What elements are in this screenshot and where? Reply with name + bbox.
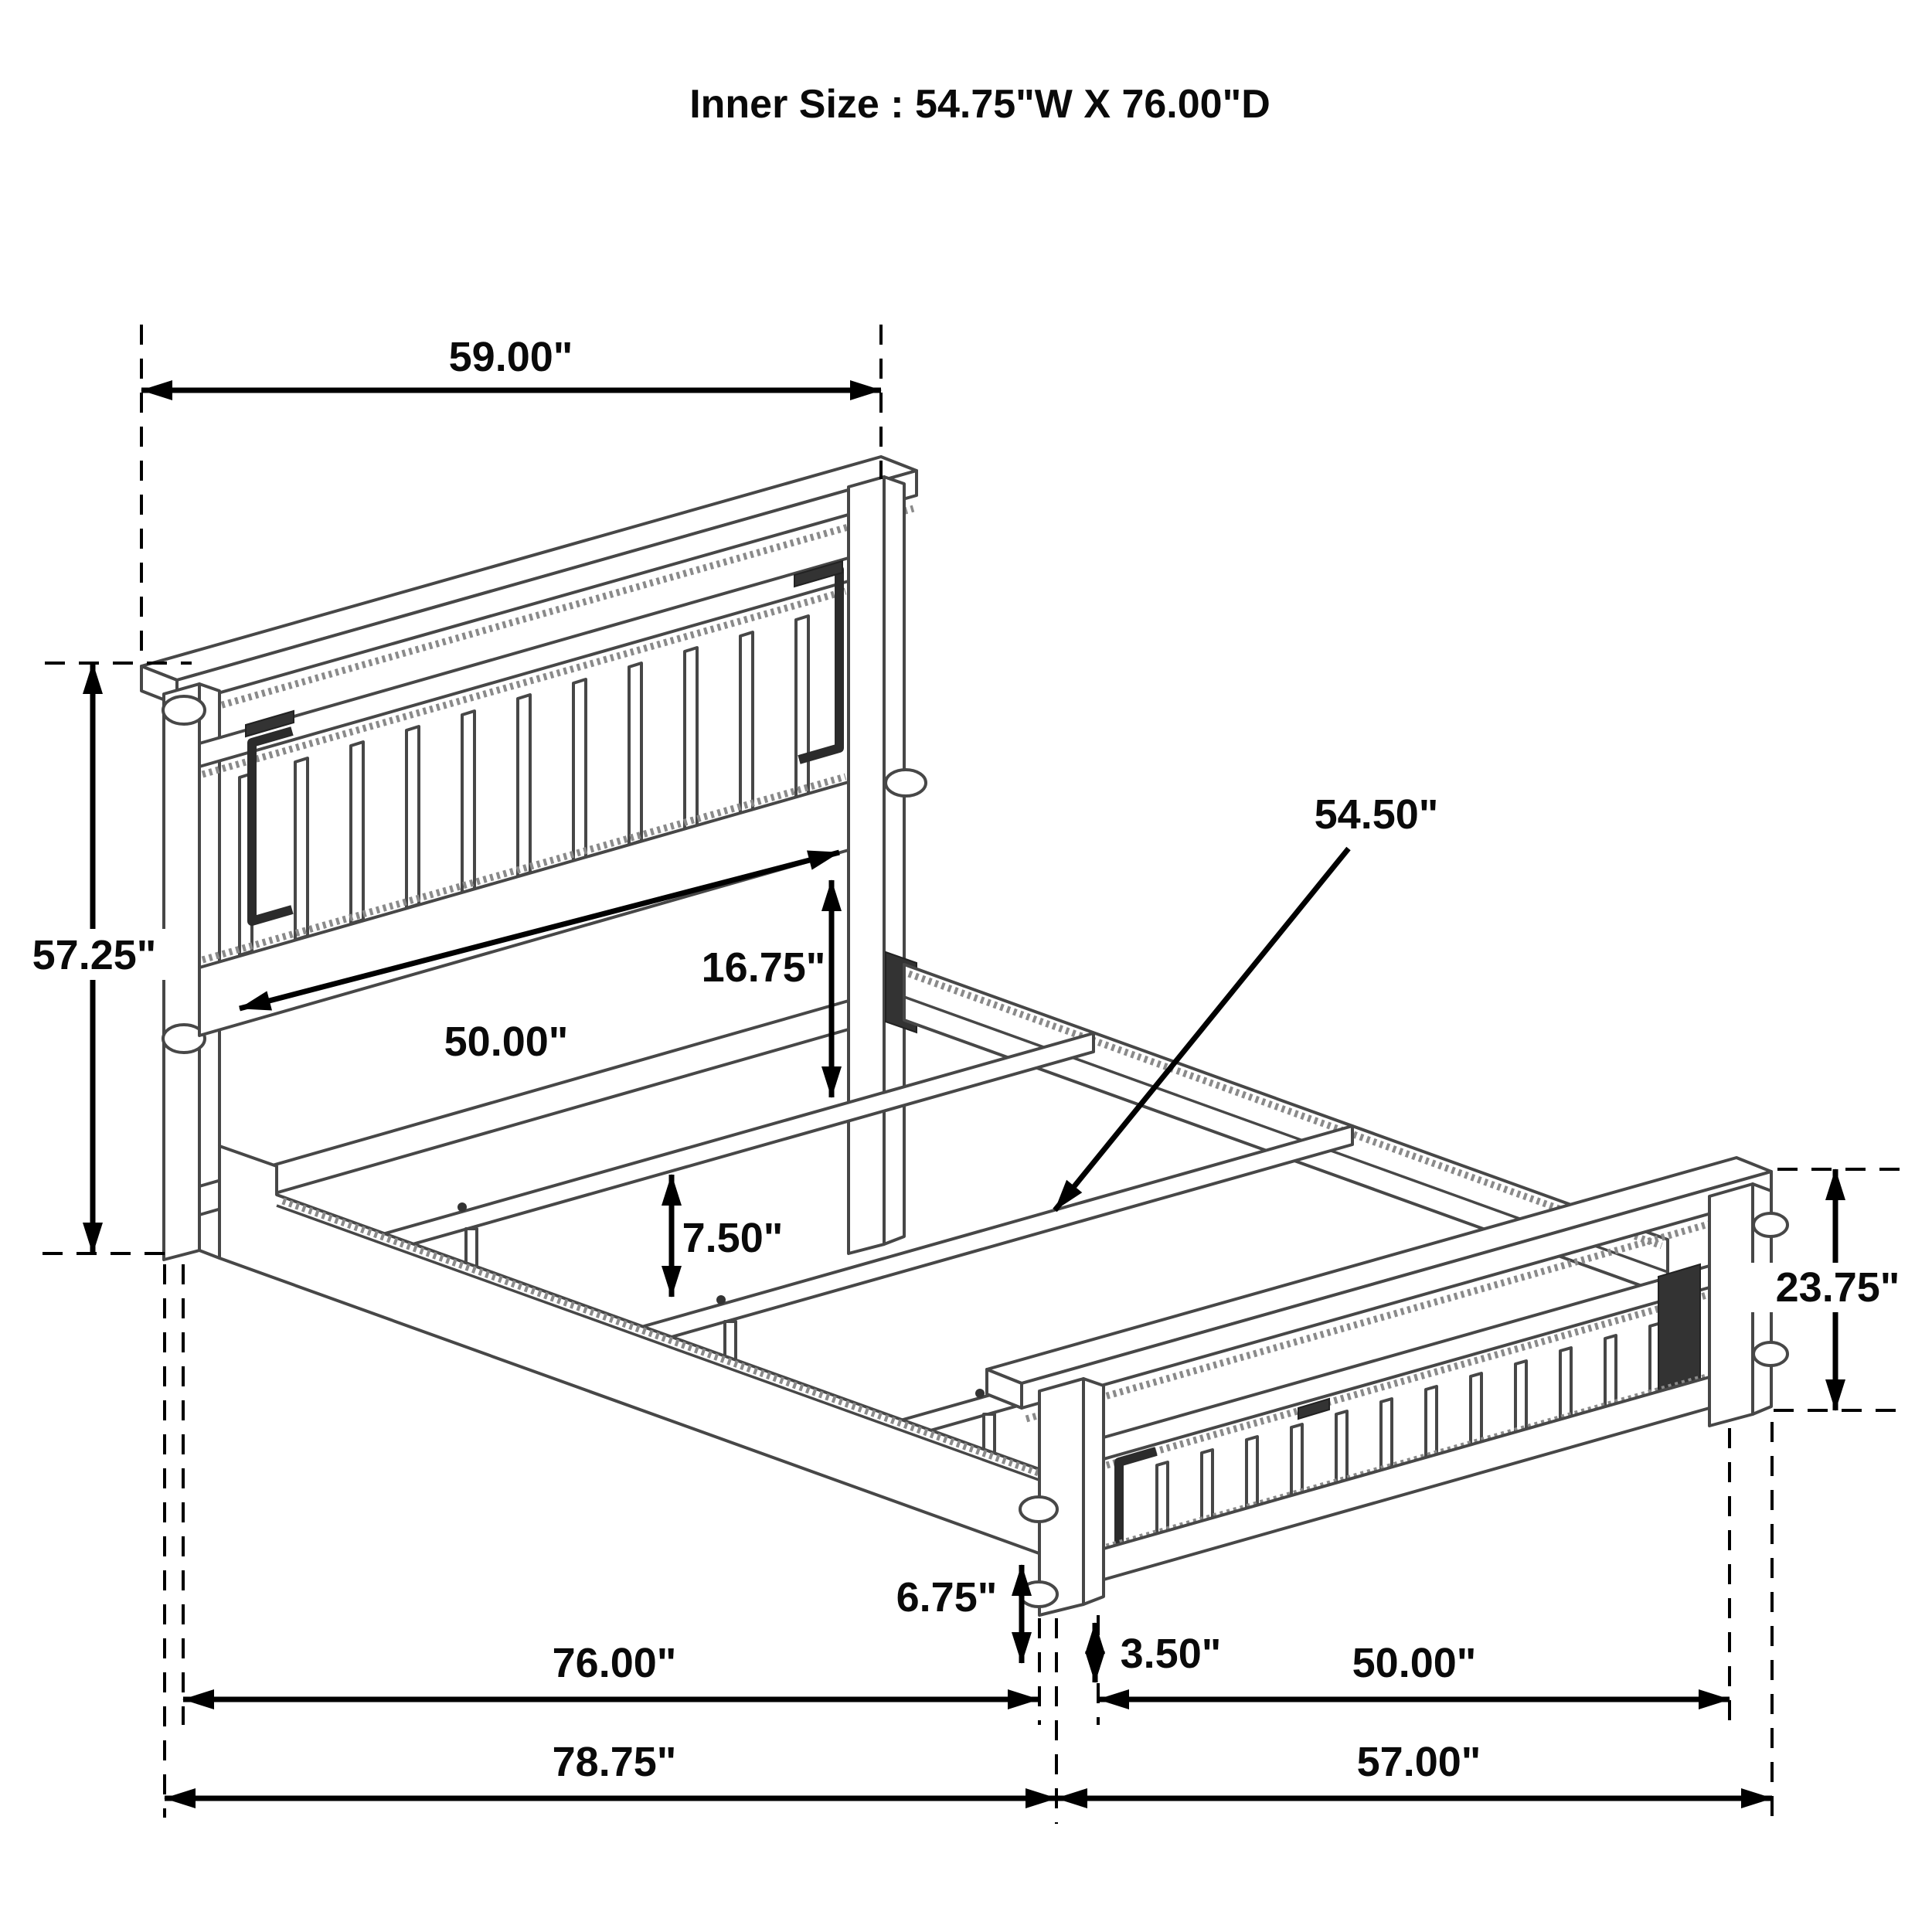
- headboard-slat: [573, 679, 586, 861]
- headboard-slat: [685, 648, 697, 829]
- dim-label-footboard-rail-clearance: 3.50": [1120, 1631, 1222, 1677]
- footboard-post-peg: [1020, 1582, 1057, 1607]
- footboard: [987, 1158, 1787, 1615]
- footboard-post-peg: [1753, 1342, 1787, 1366]
- headboard-slat: [351, 742, 363, 923]
- dimension-annotations: [14, 334, 1923, 1798]
- dim-label-slat-length: 54.50": [1314, 791, 1439, 838]
- slat-panel-bracket-right: [1658, 1264, 1700, 1394]
- slat-screw: [975, 1389, 985, 1398]
- dim-label-footboard-panel-width: 50.00": [1352, 1640, 1477, 1686]
- dim-label-inner-length: 76.00": [552, 1640, 677, 1686]
- dim-label-footboard-height: 23.75": [1775, 1264, 1900, 1311]
- headboard-slat: [462, 711, 474, 893]
- headboard-post-peg: [163, 696, 205, 724]
- footboard-right-post: [1709, 1184, 1753, 1426]
- side-rail-left: [219, 1146, 1043, 1555]
- dim-label-panel-to-rail: 16.75": [701, 944, 826, 991]
- slat-screw: [716, 1295, 726, 1304]
- headboard-slat: [295, 758, 308, 940]
- headboard-slat: [518, 695, 530, 876]
- footboard-left-post-side: [1083, 1379, 1104, 1604]
- headboard-slat: [796, 616, 808, 798]
- headboard-post-peg: [886, 770, 926, 796]
- footboard-post-peg: [1020, 1497, 1057, 1522]
- footboard-bottom-rail: [1104, 1377, 1709, 1580]
- headboard-slat: [406, 726, 419, 908]
- headboard-right-post-side: [884, 477, 904, 1244]
- dim-label-headboard-width: 59.00": [448, 334, 573, 380]
- dim-label-overall-length: 78.75": [552, 1739, 677, 1785]
- dim-label-headboard-height: 57.25": [32, 932, 157, 978]
- headboard-slat: [740, 632, 753, 814]
- side-rail-left-board: [219, 1146, 1043, 1555]
- dim-label-headboard-panel-width: 50.00": [444, 1019, 569, 1065]
- headboard-slat: [629, 663, 641, 845]
- page-title: Inner Size : 54.75"W X 76.00"D: [689, 82, 1270, 127]
- headboard-right-post: [849, 477, 884, 1253]
- footboard-post-peg: [1753, 1213, 1787, 1236]
- dim-label-rail-clearance: 6.75": [896, 1574, 998, 1621]
- dim-label-slat-leg: 7.50": [682, 1215, 784, 1261]
- dim-label-footboard-width: 57.00": [1356, 1739, 1481, 1785]
- slat-screw: [457, 1202, 467, 1212]
